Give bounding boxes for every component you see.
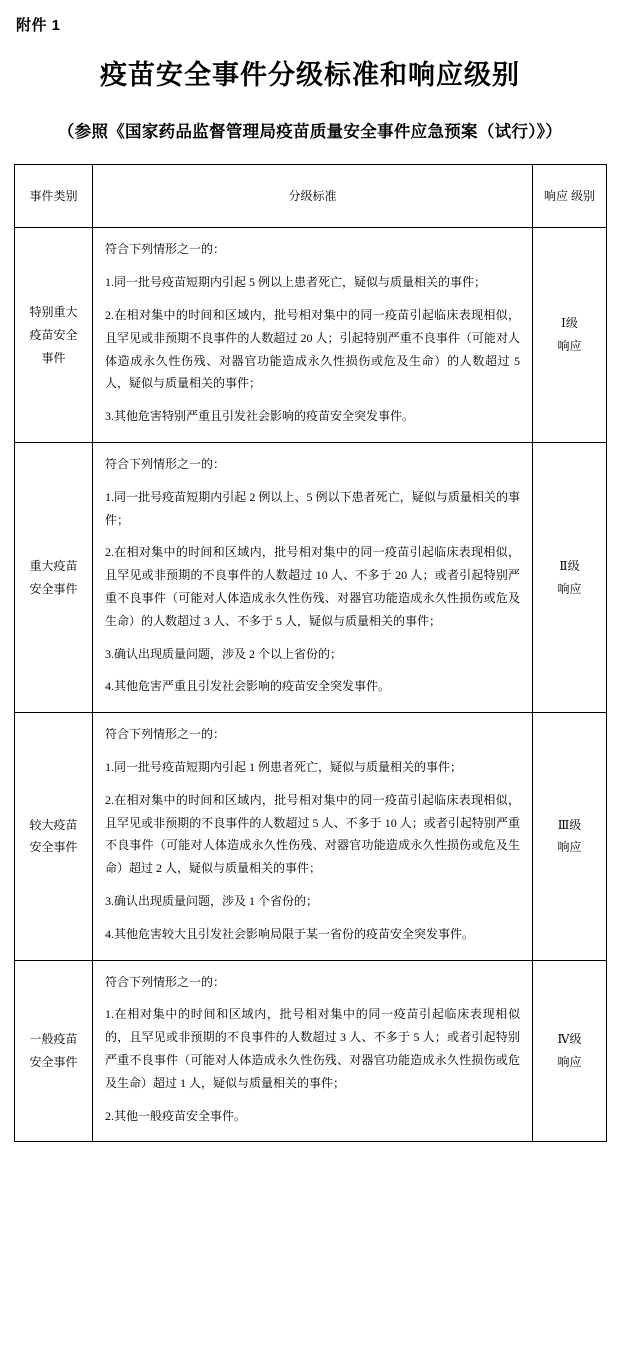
response-level-line1: Ⅰ级 — [561, 316, 578, 331]
criteria-paragraph: 符合下列情形之一的： — [105, 242, 226, 257]
event-category-line: 疫苗安全 — [29, 327, 78, 342]
column-header-response-line1: 响应 — [543, 189, 568, 203]
column-header-criteria: 分级标准 — [93, 165, 533, 228]
criteria-paragraph: 2.在相对集中的时间和区域内，批号相对集中的同一疫苗引起临床表现相似，且罕见或非预期的不良事件的人数超过 5 人、不多于 10 人；或者引起特别严重不良事件（可能对人体造成永久性伤残、对器官功能造成永久性损伤或危及生命）超过 2 人，疑似与质量相关的事件； — [105, 792, 520, 876]
criteria-paragraph: 符合下列情形之一的： — [105, 456, 226, 471]
criteria-paragraph: 1.同一批号疫苗短期内引起 5 例以上患者死亡，疑似与质量相关的事件； — [105, 275, 487, 290]
response-level-line1: Ⅱ级 — [559, 558, 580, 573]
criteria-paragraph: 3.确认出现质量问题，涉及 1 个省份的； — [105, 893, 319, 908]
response-level-cell — [533, 713, 607, 960]
criteria-paragraph: 3.确认出现质量问题，涉及 2 个以上省份的； — [105, 646, 343, 661]
table-row — [15, 228, 607, 443]
response-level-cell — [533, 228, 607, 443]
response-level-line2: 响应 — [557, 581, 582, 596]
response-level-line2: 响应 — [557, 1054, 582, 1069]
criteria-paragraph: 1.同一批号疫苗短期内引起 1 例患者死亡，疑似与质量相关的事件； — [105, 759, 463, 774]
criteria-paragraph: 4.其他危害较大且引发社会影响局限于某一省份的疫苗安全突发事件。 — [105, 926, 475, 941]
event-category-line: 特别重大 — [29, 304, 78, 319]
event-category-line: 事件 — [41, 350, 66, 365]
document-subtitle: （参照《国家药品监督管理局疫苗质量安全事件应急预案（试行）》） — [57, 122, 563, 141]
criteria-paragraph: 符合下列情形之一的： — [105, 974, 226, 989]
criteria-paragraph: 2.在相对集中的时间和区域内，批号相对集中的同一疫苗引起临床表现相似，且罕见或非预期不良事件的人数超过 20 人；引起特别严重不良事件（可能对人体造成永久性伤残、对器官功能造成永久性损伤或危及生命）的人数超过 5 人，疑似与质量相关的事件； — [105, 307, 520, 391]
criteria-paragraph: 2.其他一般疫苗安全事件。 — [105, 1108, 247, 1123]
table-header-row — [15, 165, 607, 228]
criteria-cell — [93, 960, 533, 1142]
event-category-line: 重大疫苗 — [29, 558, 78, 573]
event-category-line: 较大疫苗 — [29, 817, 78, 832]
event-category-line: 安全事件 — [29, 581, 78, 596]
attachment-label: 附件 1 — [16, 17, 61, 34]
table-row — [15, 442, 607, 712]
column-header-response-line2: 级别 — [571, 189, 596, 203]
grade-standard-table — [14, 164, 607, 1142]
page-title: 疫苗安全事件分级标准和响应级别 — [100, 60, 520, 90]
column-header-category: 事件类别 — [15, 165, 93, 228]
criteria-paragraph: 符合下列情形之一的： — [105, 727, 226, 742]
response-level-line2: 响应 — [557, 840, 582, 855]
event-category-cell — [15, 713, 93, 960]
event-category-line: 一般疫苗 — [29, 1032, 78, 1047]
response-level-cell — [533, 960, 607, 1142]
event-category-line: 安全事件 — [29, 840, 78, 855]
response-level-line2: 响应 — [557, 339, 582, 354]
event-category-line: 安全事件 — [29, 1054, 78, 1069]
criteria-paragraph: 1.同一批号疫苗短期内引起 2 例以上、5 例以下患者死亡，疑似与质量相关的事件； — [105, 489, 520, 527]
criteria-cell — [93, 228, 533, 443]
response-level-line1: Ⅲ级 — [557, 817, 582, 832]
column-header-response — [533, 165, 607, 228]
criteria-paragraph: 3.其他危害特别严重且引发社会影响的疫苗安全突发事件。 — [105, 409, 415, 424]
response-level-cell — [533, 442, 607, 712]
event-category-cell — [15, 228, 93, 443]
criteria-cell — [93, 713, 533, 960]
table-row — [15, 960, 607, 1142]
criteria-paragraph: 2.在相对集中的时间和区域内，批号相对集中的同一疫苗引起临床表现相似，且罕见或非预期的不良事件的人数超过 10 人、不多于 20 人；或者引起特别严重不良事件（可能对人体造成永久性伤残、对器官功能造成永久性损伤或危及生命）的人数超过 3 人、不多于 5 人，疑似与质量相关的事件； — [105, 545, 520, 628]
criteria-cell — [93, 442, 533, 712]
criteria-paragraph: 4.其他危害严重且引发社会影响的疫苗安全突发事件。 — [105, 679, 391, 694]
event-category-cell — [15, 442, 93, 712]
event-category-cell — [15, 960, 93, 1142]
response-level-line1: Ⅳ级 — [557, 1032, 582, 1047]
table-row — [15, 713, 607, 960]
criteria-paragraph: 1.在相对集中的时间和区域内，批号相对集中的同一疫苗引起临床表现相似的，且罕见或非预期的不良事件的人数超过 3 人、不多于 5 人；或者引起特别严重不良事件（可能对人体造成永久性伤残、对器官功能造成永久性损伤或危及生命）超过 1 人，疑似与质量相关的事件； — [105, 1007, 520, 1090]
